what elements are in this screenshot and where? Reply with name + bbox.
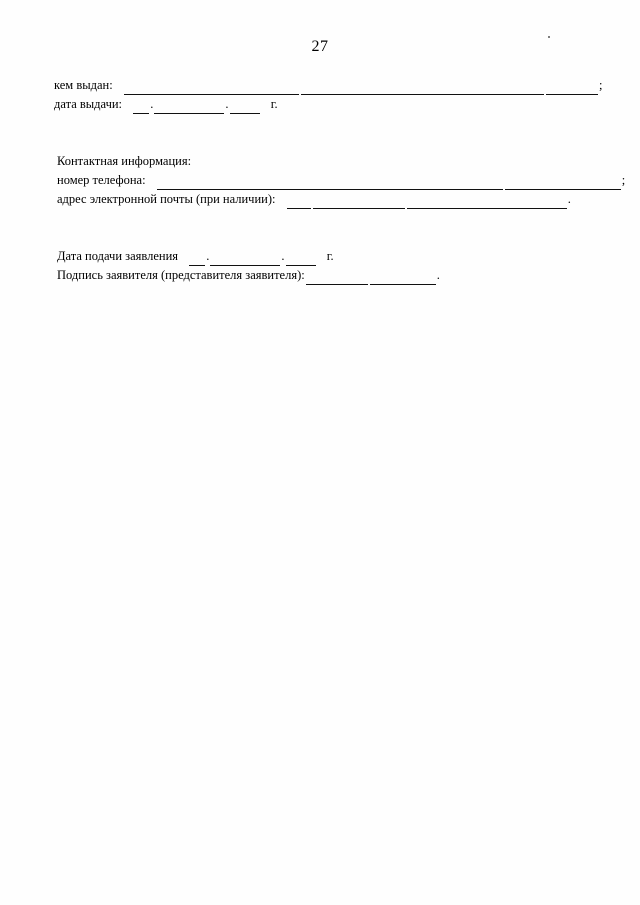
field-issued-by-label: кем выдан: <box>54 78 113 92</box>
field-application-date-label: Дата подачи заявления <box>57 249 179 263</box>
field-phone-trailing: ; <box>621 173 626 187</box>
field-application-date-month[interactable] <box>210 253 280 266</box>
field-application-date-day[interactable] <box>189 253 205 266</box>
page-number: 27 <box>311 38 329 55</box>
field-signature-blank-1[interactable] <box>306 272 368 285</box>
field-phone-blank-2[interactable] <box>505 177 621 190</box>
field-phone-label: номер телефона: <box>57 173 146 187</box>
field-email-blank-3[interactable] <box>407 196 567 209</box>
field-application-date <box>54 247 606 266</box>
field-application-date-sep-2: . <box>281 249 285 263</box>
field-issue-date <box>54 95 606 114</box>
contact-info-heading <box>54 152 606 171</box>
field-issued-by-blank-2[interactable] <box>301 82 544 95</box>
contact-info-heading-label: Контактная информация: <box>57 154 192 168</box>
blank-spacer-4 <box>54 228 606 247</box>
field-signature-blank-2[interactable] <box>370 272 436 285</box>
field-signature <box>54 266 606 285</box>
field-email-label: адрес электронной почты (при наличии): <box>57 192 276 206</box>
field-issue-date-year[interactable] <box>230 101 260 114</box>
blank-spacer-3 <box>54 209 606 228</box>
field-application-date-year[interactable] <box>286 253 316 266</box>
field-signature-label: Подпись заявителя (представителя заявителя): <box>57 268 305 282</box>
field-application-date-year-suffix: г. <box>326 249 334 263</box>
field-issue-date-label: дата выдачи: <box>54 97 123 111</box>
field-phone <box>54 171 626 190</box>
field-signature-trailing: . <box>436 268 440 282</box>
blank-spacer-1 <box>54 114 606 133</box>
document-body <box>54 76 626 285</box>
field-application-date-sep-1: . <box>206 249 210 263</box>
field-email <box>54 190 606 209</box>
field-issued-by-blank-3[interactable] <box>546 82 598 95</box>
field-issue-date-day[interactable] <box>133 101 149 114</box>
field-email-blank-1[interactable] <box>287 196 311 209</box>
blank-spacer-2 <box>54 133 606 152</box>
field-issue-date-sep-1: . <box>150 97 154 111</box>
field-email-blank-2[interactable] <box>313 196 405 209</box>
field-issued-by-trailing: ; <box>598 78 603 92</box>
field-issued-by-blank-1[interactable] <box>124 82 299 95</box>
field-issued-by <box>54 76 606 95</box>
field-email-trailing: . <box>567 192 571 206</box>
field-issue-date-month[interactable] <box>154 101 224 114</box>
field-issue-date-sep-2: . <box>225 97 229 111</box>
field-issue-date-year-suffix: г. <box>270 97 278 111</box>
field-phone-blank-1[interactable] <box>157 177 503 190</box>
